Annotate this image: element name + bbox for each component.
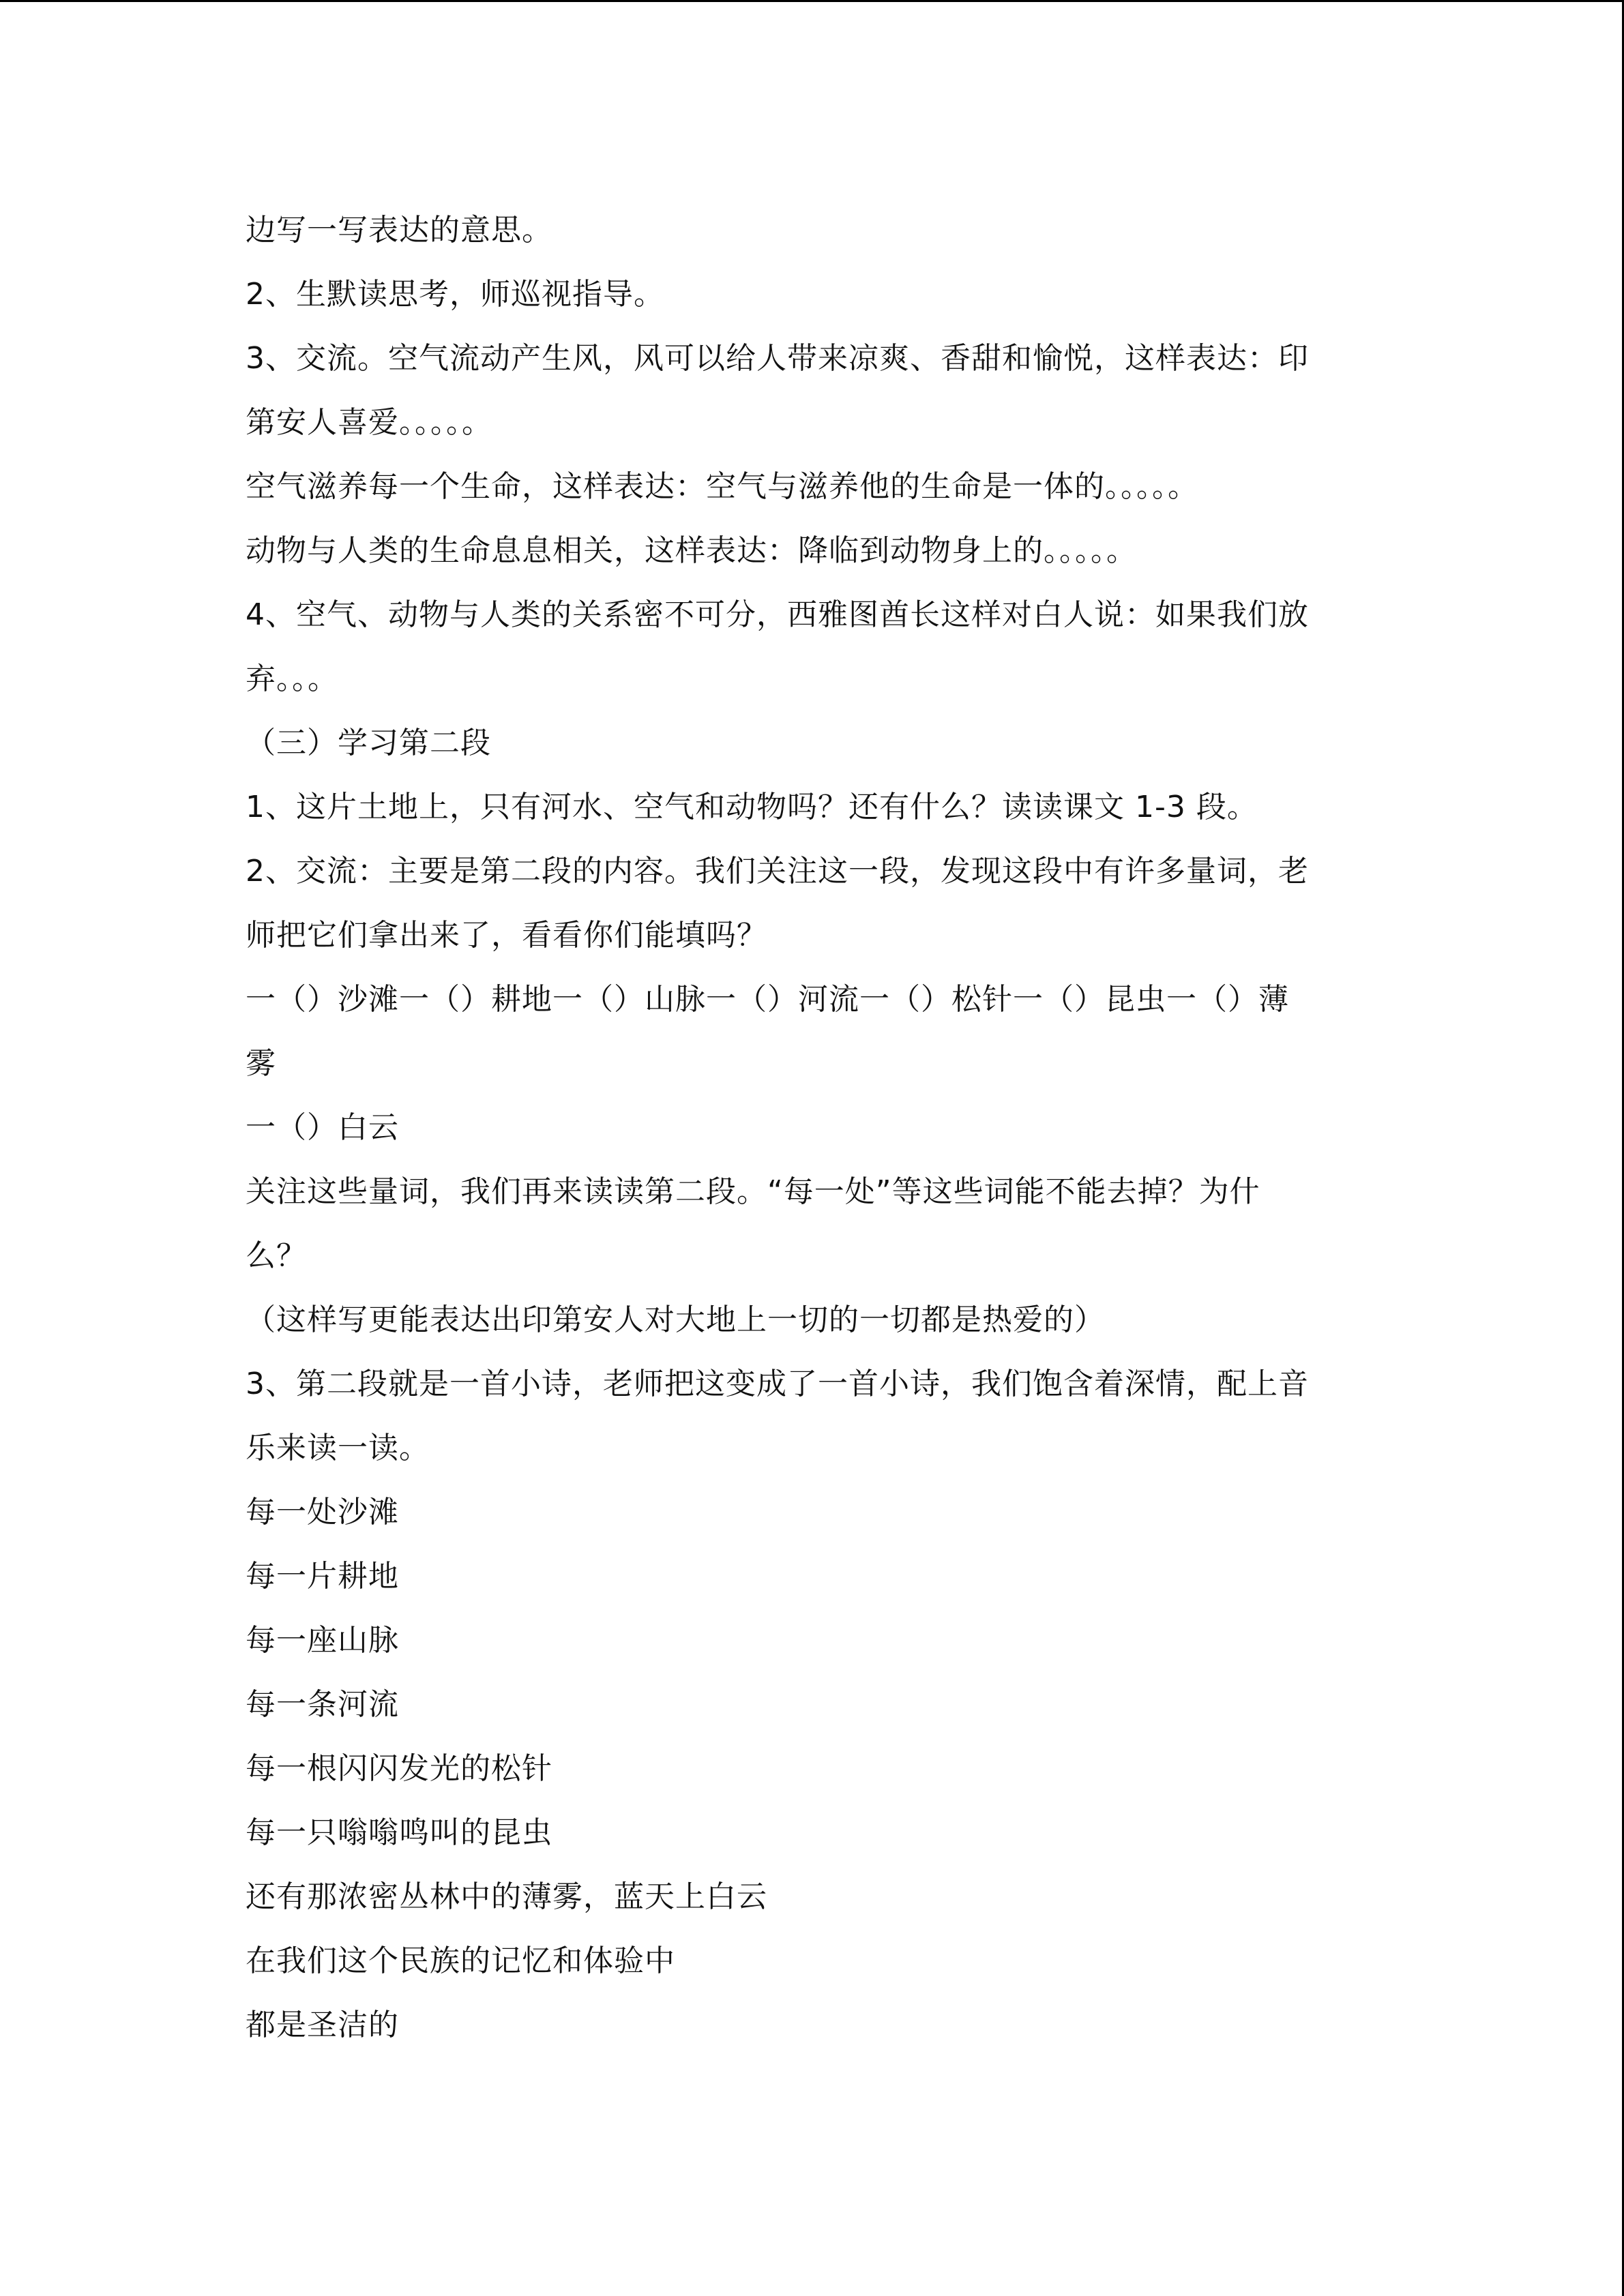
text-line: 第安人喜爱。。。。。 (246, 405, 492, 440)
poem-line: 每一处沙滩 (246, 1495, 399, 1530)
text-line: 关注这些量词，我们再来读读第二段。“每一处”等这些词能不能去掉？为什 (246, 1174, 1260, 1209)
text-line: （这样写更能表达出印第安人对大地上一切的一切都是热爱的） (246, 1302, 1105, 1337)
poem-line: 每一片耕地 (246, 1559, 399, 1594)
text-line: 动物与人类的生命息息相关，这样表达：降临到动物身上的。。。。。 (246, 533, 1137, 568)
text-line: 师把它们拿出来了，看看你们能填吗？ (246, 918, 767, 953)
document-body (246, 198, 1378, 2057)
text-line: 2、交流：主要是第二段的内容。我们关注这一段，发现这段中有许多量词，老 (246, 854, 1309, 889)
text-line: 2、生默读思考，师巡视指导。 (246, 277, 664, 312)
text-line: 4、空气、动物与人类的关系密不可分，西雅图酋长这样对白人说：如果我们放 (246, 597, 1309, 632)
text-line: 乐来读一读。 (246, 1431, 430, 1465)
poem-line: 还有那浓密丛林中的薄雾，蓝天上白云 (246, 1879, 767, 1914)
text-line: 弃。。。 (246, 661, 338, 696)
text-line: 一（）沙滩一（）耕地一（）山脉一（）河流一（）松针一（）昆虫一（）薄 (246, 982, 1289, 1017)
poem-line: 每一只嗡嗡鸣叫的昆虫 (246, 1815, 552, 1850)
text-line: 一（）白云 (246, 1110, 399, 1145)
poem-line: 每一条河流 (246, 1687, 399, 1722)
poem-line: 都是圣洁的 (246, 2008, 399, 2042)
text-line: 边写一写表达的意思。 (246, 213, 552, 248)
text-line: 雾 (246, 1046, 276, 1081)
poem-line: 每一座山脉 (246, 1623, 399, 1658)
section-heading: （三）学习第二段 (246, 726, 491, 760)
text-line: 么？ (246, 1238, 307, 1273)
text-line: 1、这片土地上，只有河水、空气和动物吗？还有什么？读读课文 1-3 段。 (246, 790, 1258, 824)
poem-line: 在我们这个民族的记忆和体验中 (246, 1943, 675, 1978)
text-line: 3、第二段就是一首小诗，老师把这变成了一首小诗，我们饱含着深情，配上音 (246, 1367, 1309, 1401)
poem-line: 每一根闪闪发光的松针 (246, 1751, 552, 1786)
text-line: 3、交流。空气流动产生风，风可以给人带来凉爽、香甜和愉悦，这样表达：印 (246, 341, 1309, 376)
text-line: 空气滋养每一个生命，这样表达：空气与滋养他的生命是一体的。。。。。 (246, 469, 1198, 504)
